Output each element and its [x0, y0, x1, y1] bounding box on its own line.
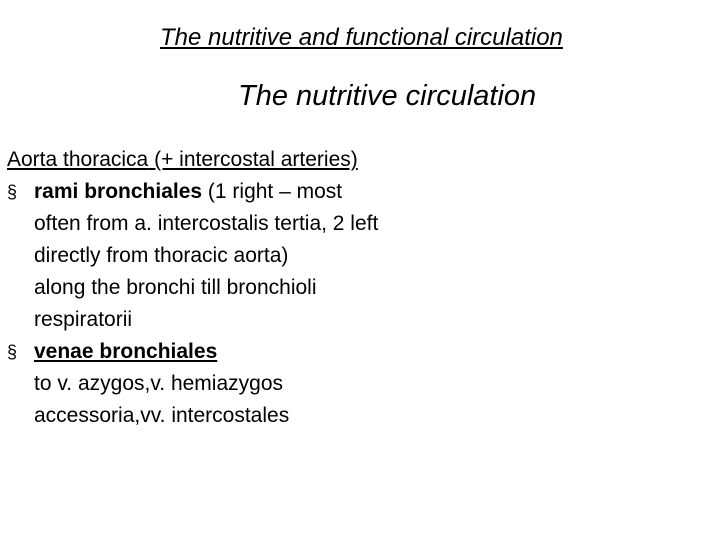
item-line: to v. azygos,v. hemiazygos [34, 372, 283, 395]
item-line: respiratorii [34, 308, 133, 331]
bullet-item-venae-bronchiales [7, 336, 707, 432]
item-term: venae bronchiales [34, 340, 218, 363]
item-line: accessoria,vv. intercostales [34, 404, 290, 427]
item-first-line [34, 176, 707, 208]
item-line: (1 right – most [202, 180, 343, 203]
slide-content [7, 144, 707, 432]
bullet-icon: § [7, 182, 18, 202]
slide-subtitle: The nutritive circulation [238, 80, 537, 112]
bullet-item-rami-bronchiales [7, 176, 707, 336]
item-line: often from a. intercostalis tertia, 2 left [34, 212, 379, 235]
lead-term: Aorta thoracica (+ intercostal arteries) [7, 148, 358, 171]
item-line: along the bronchi till bronchioli [34, 276, 317, 299]
item-term: rami bronchiales [34, 180, 203, 203]
lead-line [7, 144, 707, 176]
header-title: The nutritive and functional circulation [160, 24, 563, 51]
item-line: directly from thoracic aorta) [34, 244, 289, 267]
bullet-icon: § [7, 342, 18, 362]
item-first-line [34, 336, 707, 368]
